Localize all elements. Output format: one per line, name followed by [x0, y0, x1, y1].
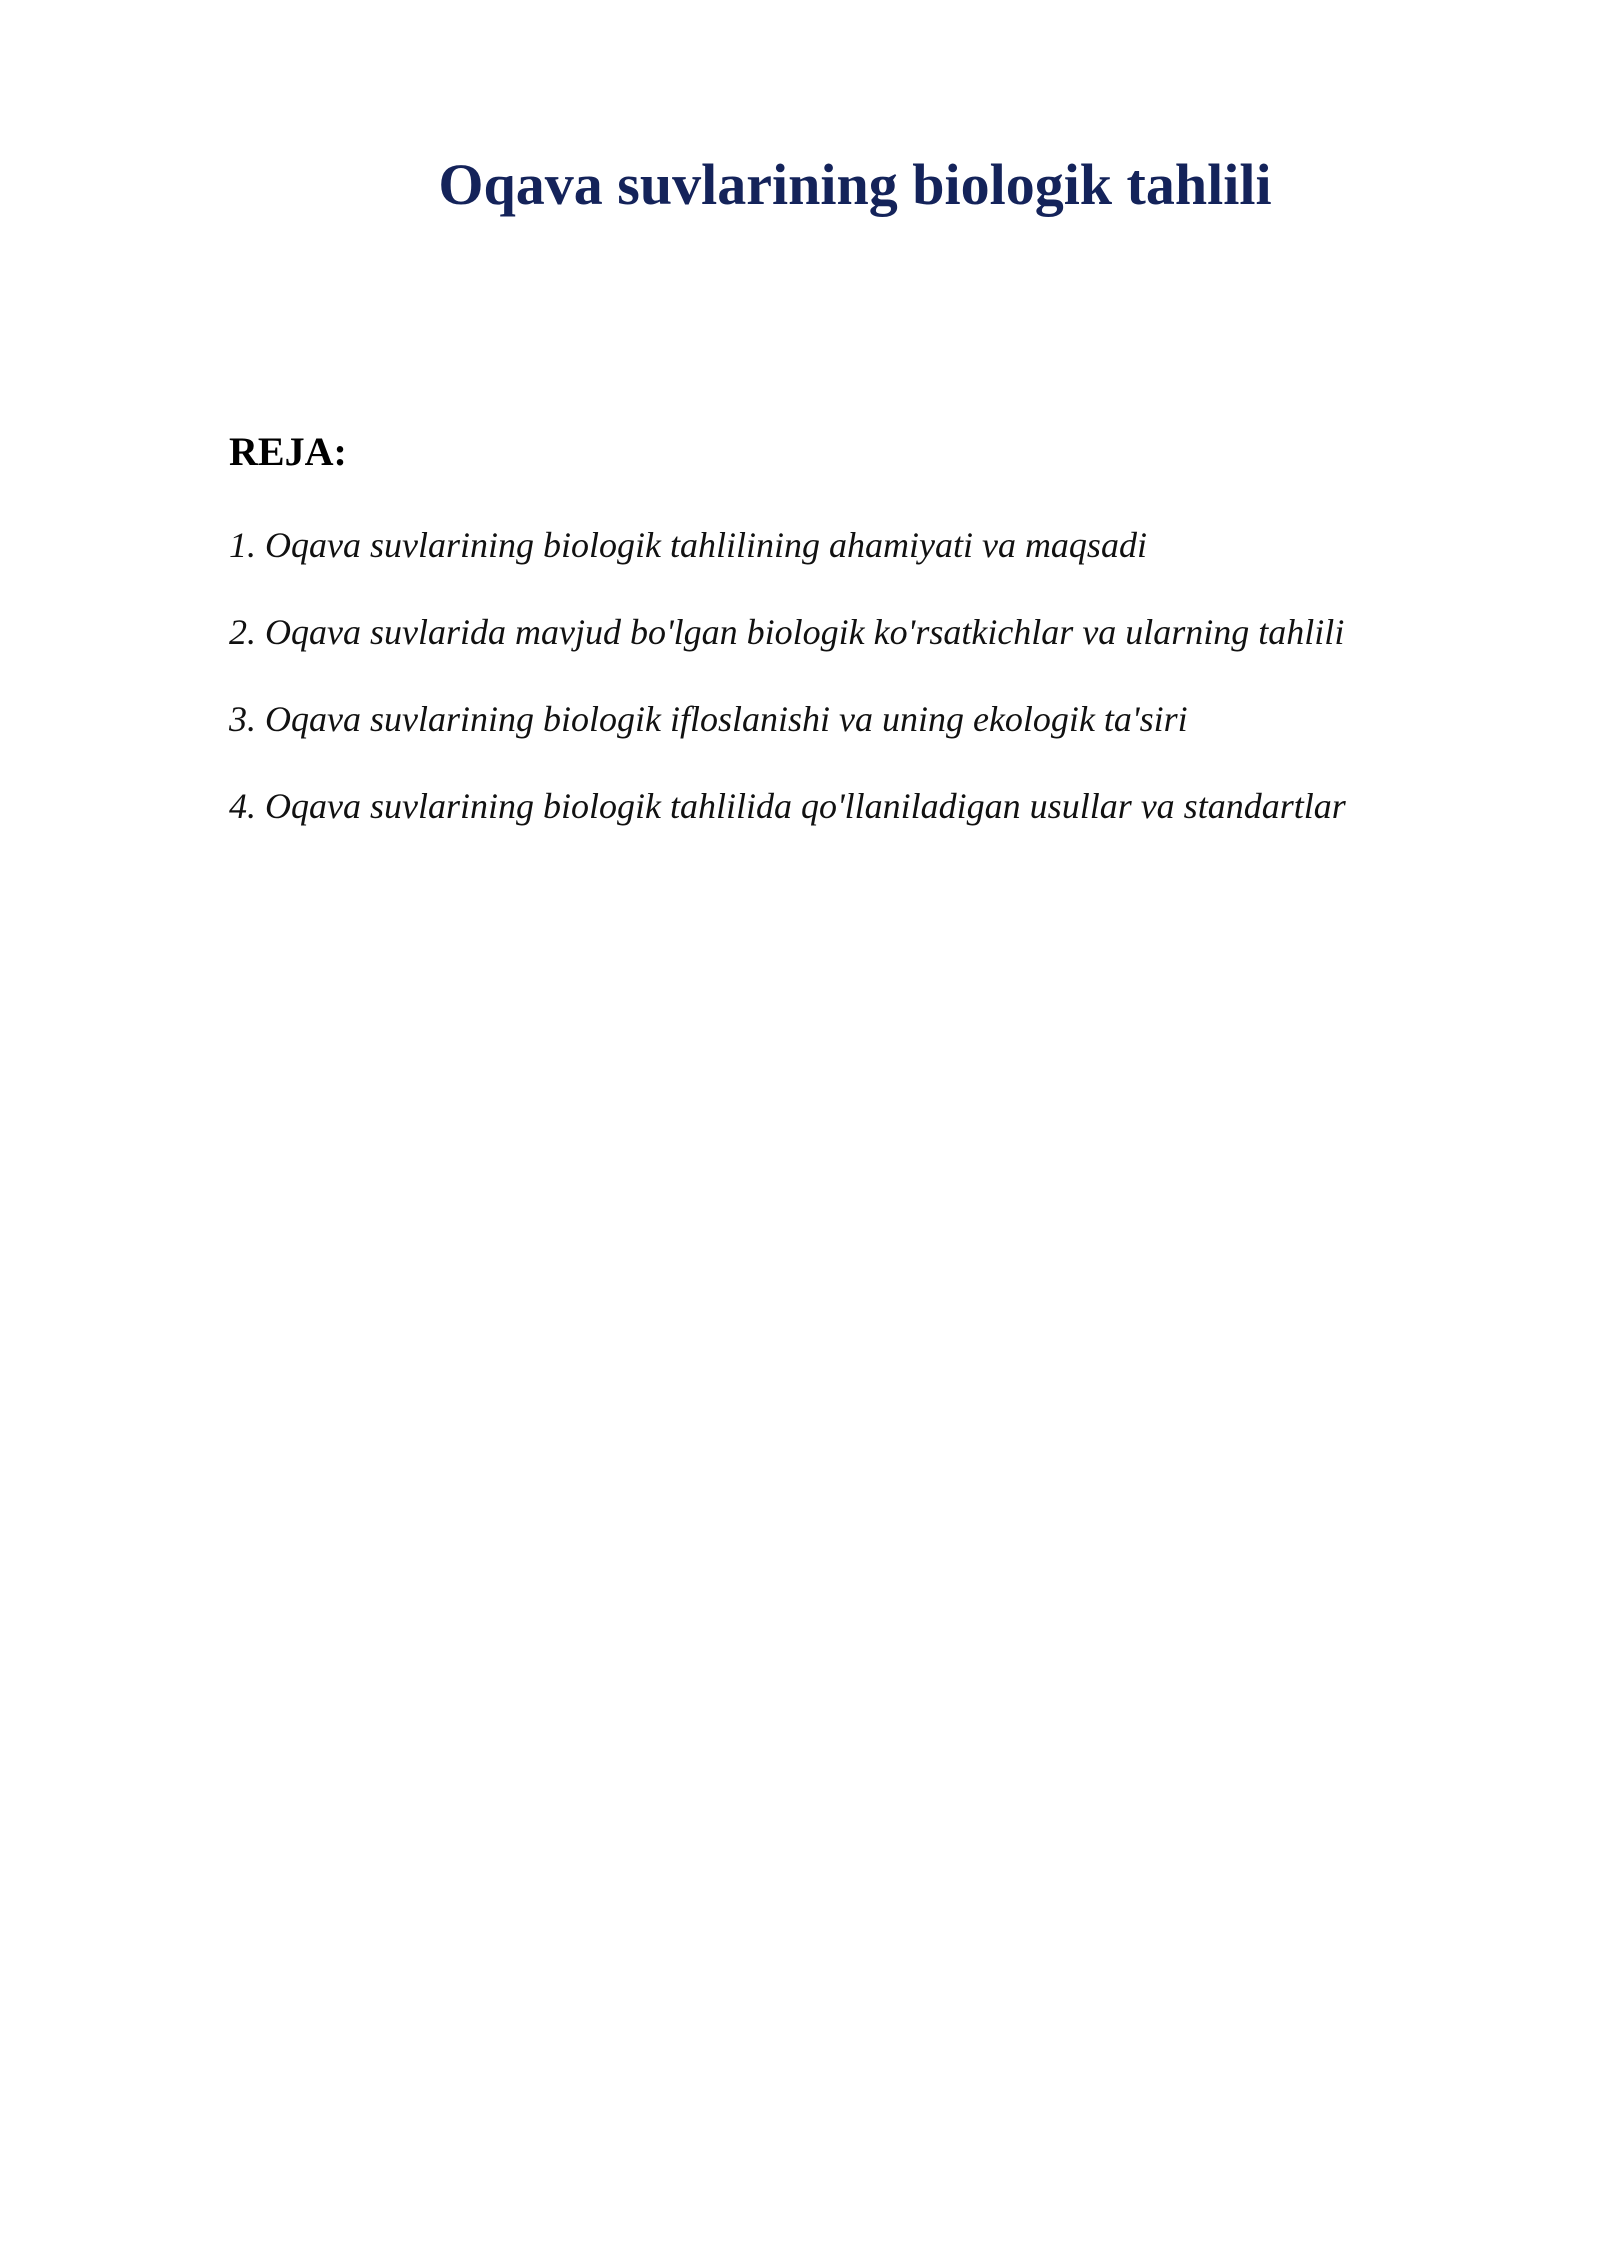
plan-item-2: 2. Oqava suvlarida mavjud bo'lgan biologik ko'rsatkichlar va ularning tahlili [229, 612, 1345, 652]
plan-heading: REJA: [229, 429, 347, 474]
page-title: Oqava suvlarining biologik tahlili [438, 152, 1272, 217]
plan-item-3: 3. Oqava suvlarining biologik ifloslanishi va uning ekologik ta'siri [229, 699, 1188, 739]
plan-item-4: 4. Oqava suvlarining biologik tahlilida qo'llaniladigan usullar va standartlar [229, 786, 1346, 826]
plan-item-1: 1. Oqava suvlarining biologik tahlilining ahamiyati va maqsadi [229, 525, 1147, 565]
plan-list [229, 523, 1529, 871]
